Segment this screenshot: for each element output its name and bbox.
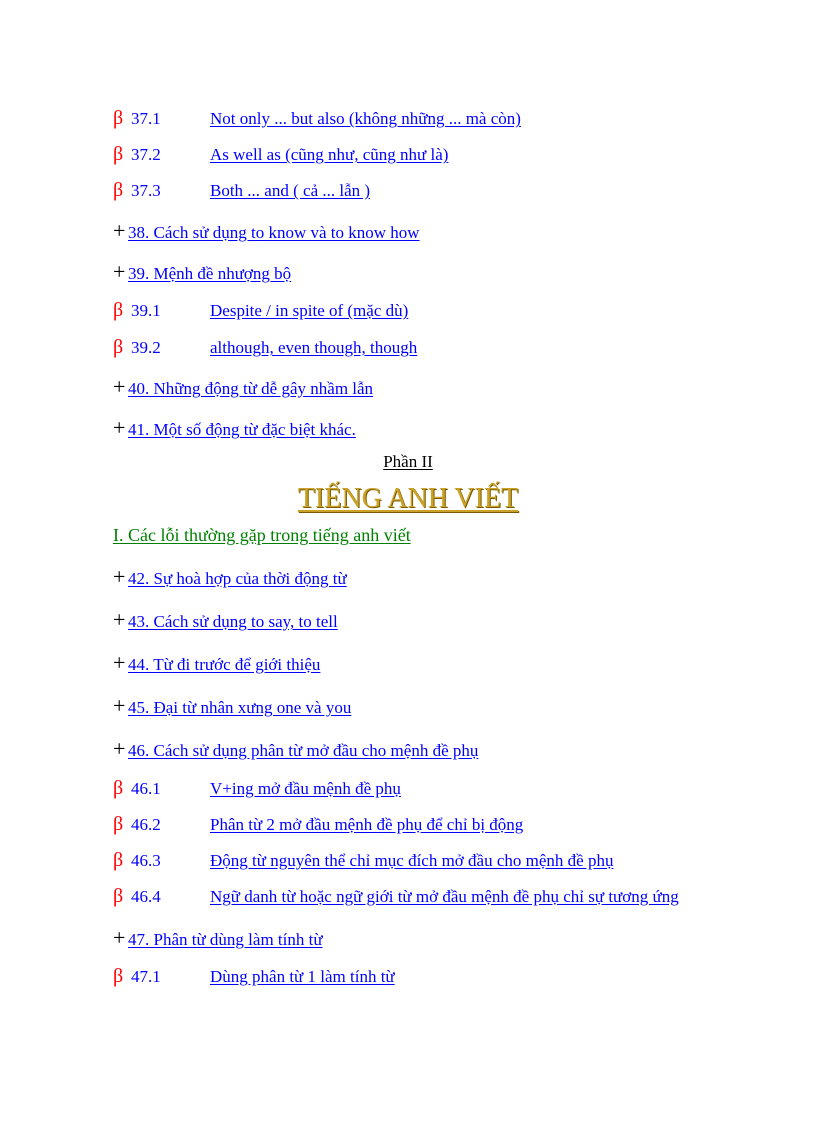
toc-entry-37-2[interactable] <box>113 144 448 165</box>
toc-link[interactable]: 46.1 V+ing mở đầu mệnh đề phụ <box>131 779 401 798</box>
toc-entry-37-3[interactable] <box>113 180 370 201</box>
plus-bullet-icon: + <box>113 650 126 675</box>
beta-bullet-icon: β <box>113 179 124 201</box>
toc-entry-42[interactable] <box>113 564 347 589</box>
toc-link[interactable]: 44. Từ đi trước để giới thiệu <box>128 655 321 674</box>
toc-entry-45[interactable] <box>113 693 352 718</box>
plus-bullet-icon: + <box>113 925 126 950</box>
beta-bullet-icon: β <box>113 777 124 799</box>
toc-entry-39-1[interactable] <box>113 300 408 321</box>
toc-entry-37-1[interactable] <box>113 108 521 129</box>
beta-bullet-icon: β <box>113 849 124 871</box>
section-title[interactable]: TIẾNG ANH VIẾT <box>297 483 519 514</box>
beta-bullet-icon: β <box>113 143 124 165</box>
toc-link[interactable]: 47. Phân từ dùng làm tính từ <box>128 930 323 949</box>
plus-bullet-icon: + <box>113 736 126 761</box>
toc-entry-39[interactable] <box>113 259 292 284</box>
toc-entry-47[interactable] <box>113 925 323 950</box>
toc-entry-44[interactable] <box>113 650 321 675</box>
toc-link[interactable]: 42. Sự hoà hợp của thời động từ <box>128 569 347 588</box>
beta-bullet-icon: β <box>113 299 124 321</box>
toc-link[interactable]: 39.1 Despite / in spite of (mặc dù) <box>131 301 409 320</box>
beta-bullet-icon: β <box>113 107 124 129</box>
toc-link[interactable]: 40. Những động từ dễ gây nhầm lẫn <box>128 379 374 398</box>
toc-link[interactable]: 46.2 Phân từ 2 mở đầu mệnh đề phụ để chỉ bị động <box>131 815 524 834</box>
plus-bullet-icon: + <box>113 259 126 284</box>
toc-link[interactable]: 47.1 Dùng phân từ 1 làm tính từ <box>131 967 395 986</box>
section-heading-errors[interactable]: I. Các lỗi thường gặp trong tiếng anh viết <box>113 525 411 545</box>
part-heading[interactable]: Phần II <box>383 452 433 471</box>
toc-link[interactable]: 37.3 Both ... and ( cả ... lẫn ) <box>131 181 371 200</box>
plus-bullet-icon: + <box>113 218 126 243</box>
toc-entry-40[interactable] <box>113 374 374 399</box>
plus-bullet-icon: + <box>113 607 126 632</box>
toc-entry-46-4[interactable] <box>113 886 679 907</box>
toc-entry-39-2[interactable] <box>113 337 417 358</box>
plus-bullet-icon: + <box>113 374 126 399</box>
toc-link[interactable]: 41. Một số động từ đặc biệt khác. <box>128 420 356 439</box>
toc-entry-46[interactable] <box>113 736 479 761</box>
beta-bullet-icon: β <box>113 336 124 358</box>
toc-entry-46-2[interactable] <box>113 814 523 835</box>
toc-entry-46-1[interactable] <box>113 778 401 799</box>
beta-bullet-icon: β <box>113 813 124 835</box>
toc-entry-47-1[interactable] <box>113 966 395 987</box>
toc-link[interactable]: 39. Mệnh đề nhượng bộ <box>128 264 292 283</box>
toc-link[interactable]: 37.1 Not only ... but also (không những ... mà còn) <box>131 109 521 128</box>
toc-link[interactable]: 46. Cách sử dụng phân từ mở đầu cho mệnh đề phụ <box>128 741 479 760</box>
beta-bullet-icon: β <box>113 965 124 987</box>
toc-entry-41[interactable] <box>113 415 356 440</box>
toc-link[interactable]: 43. Cách sử dụng to say, to tell <box>128 612 338 631</box>
toc-link[interactable]: 46.4 Ngữ danh từ hoặc ngữ giới từ mở đầu mệnh đề phụ chỉ sự tương ứng <box>131 887 679 906</box>
toc-link[interactable]: 37.2 As well as (cũng như, cũng như là) <box>131 145 449 164</box>
toc-link[interactable]: 39.2 although, even though, though <box>131 338 418 357</box>
toc-link[interactable]: 46.3 Động từ nguyên thể chỉ mục đích mở đầu cho mệnh đề phụ <box>131 851 614 870</box>
toc-link[interactable]: 38. Cách sử dụng to know và to know how <box>128 223 420 242</box>
toc-entry-38[interactable] <box>113 218 420 243</box>
plus-bullet-icon: + <box>113 415 126 440</box>
beta-bullet-icon: β <box>113 885 124 907</box>
plus-bullet-icon: + <box>113 693 126 718</box>
toc-entry-46-3[interactable] <box>113 850 613 871</box>
toc-entry-43[interactable] <box>113 607 338 632</box>
toc-link[interactable]: 45. Đại từ nhân xưng one và you <box>128 698 352 717</box>
plus-bullet-icon: + <box>113 564 126 589</box>
